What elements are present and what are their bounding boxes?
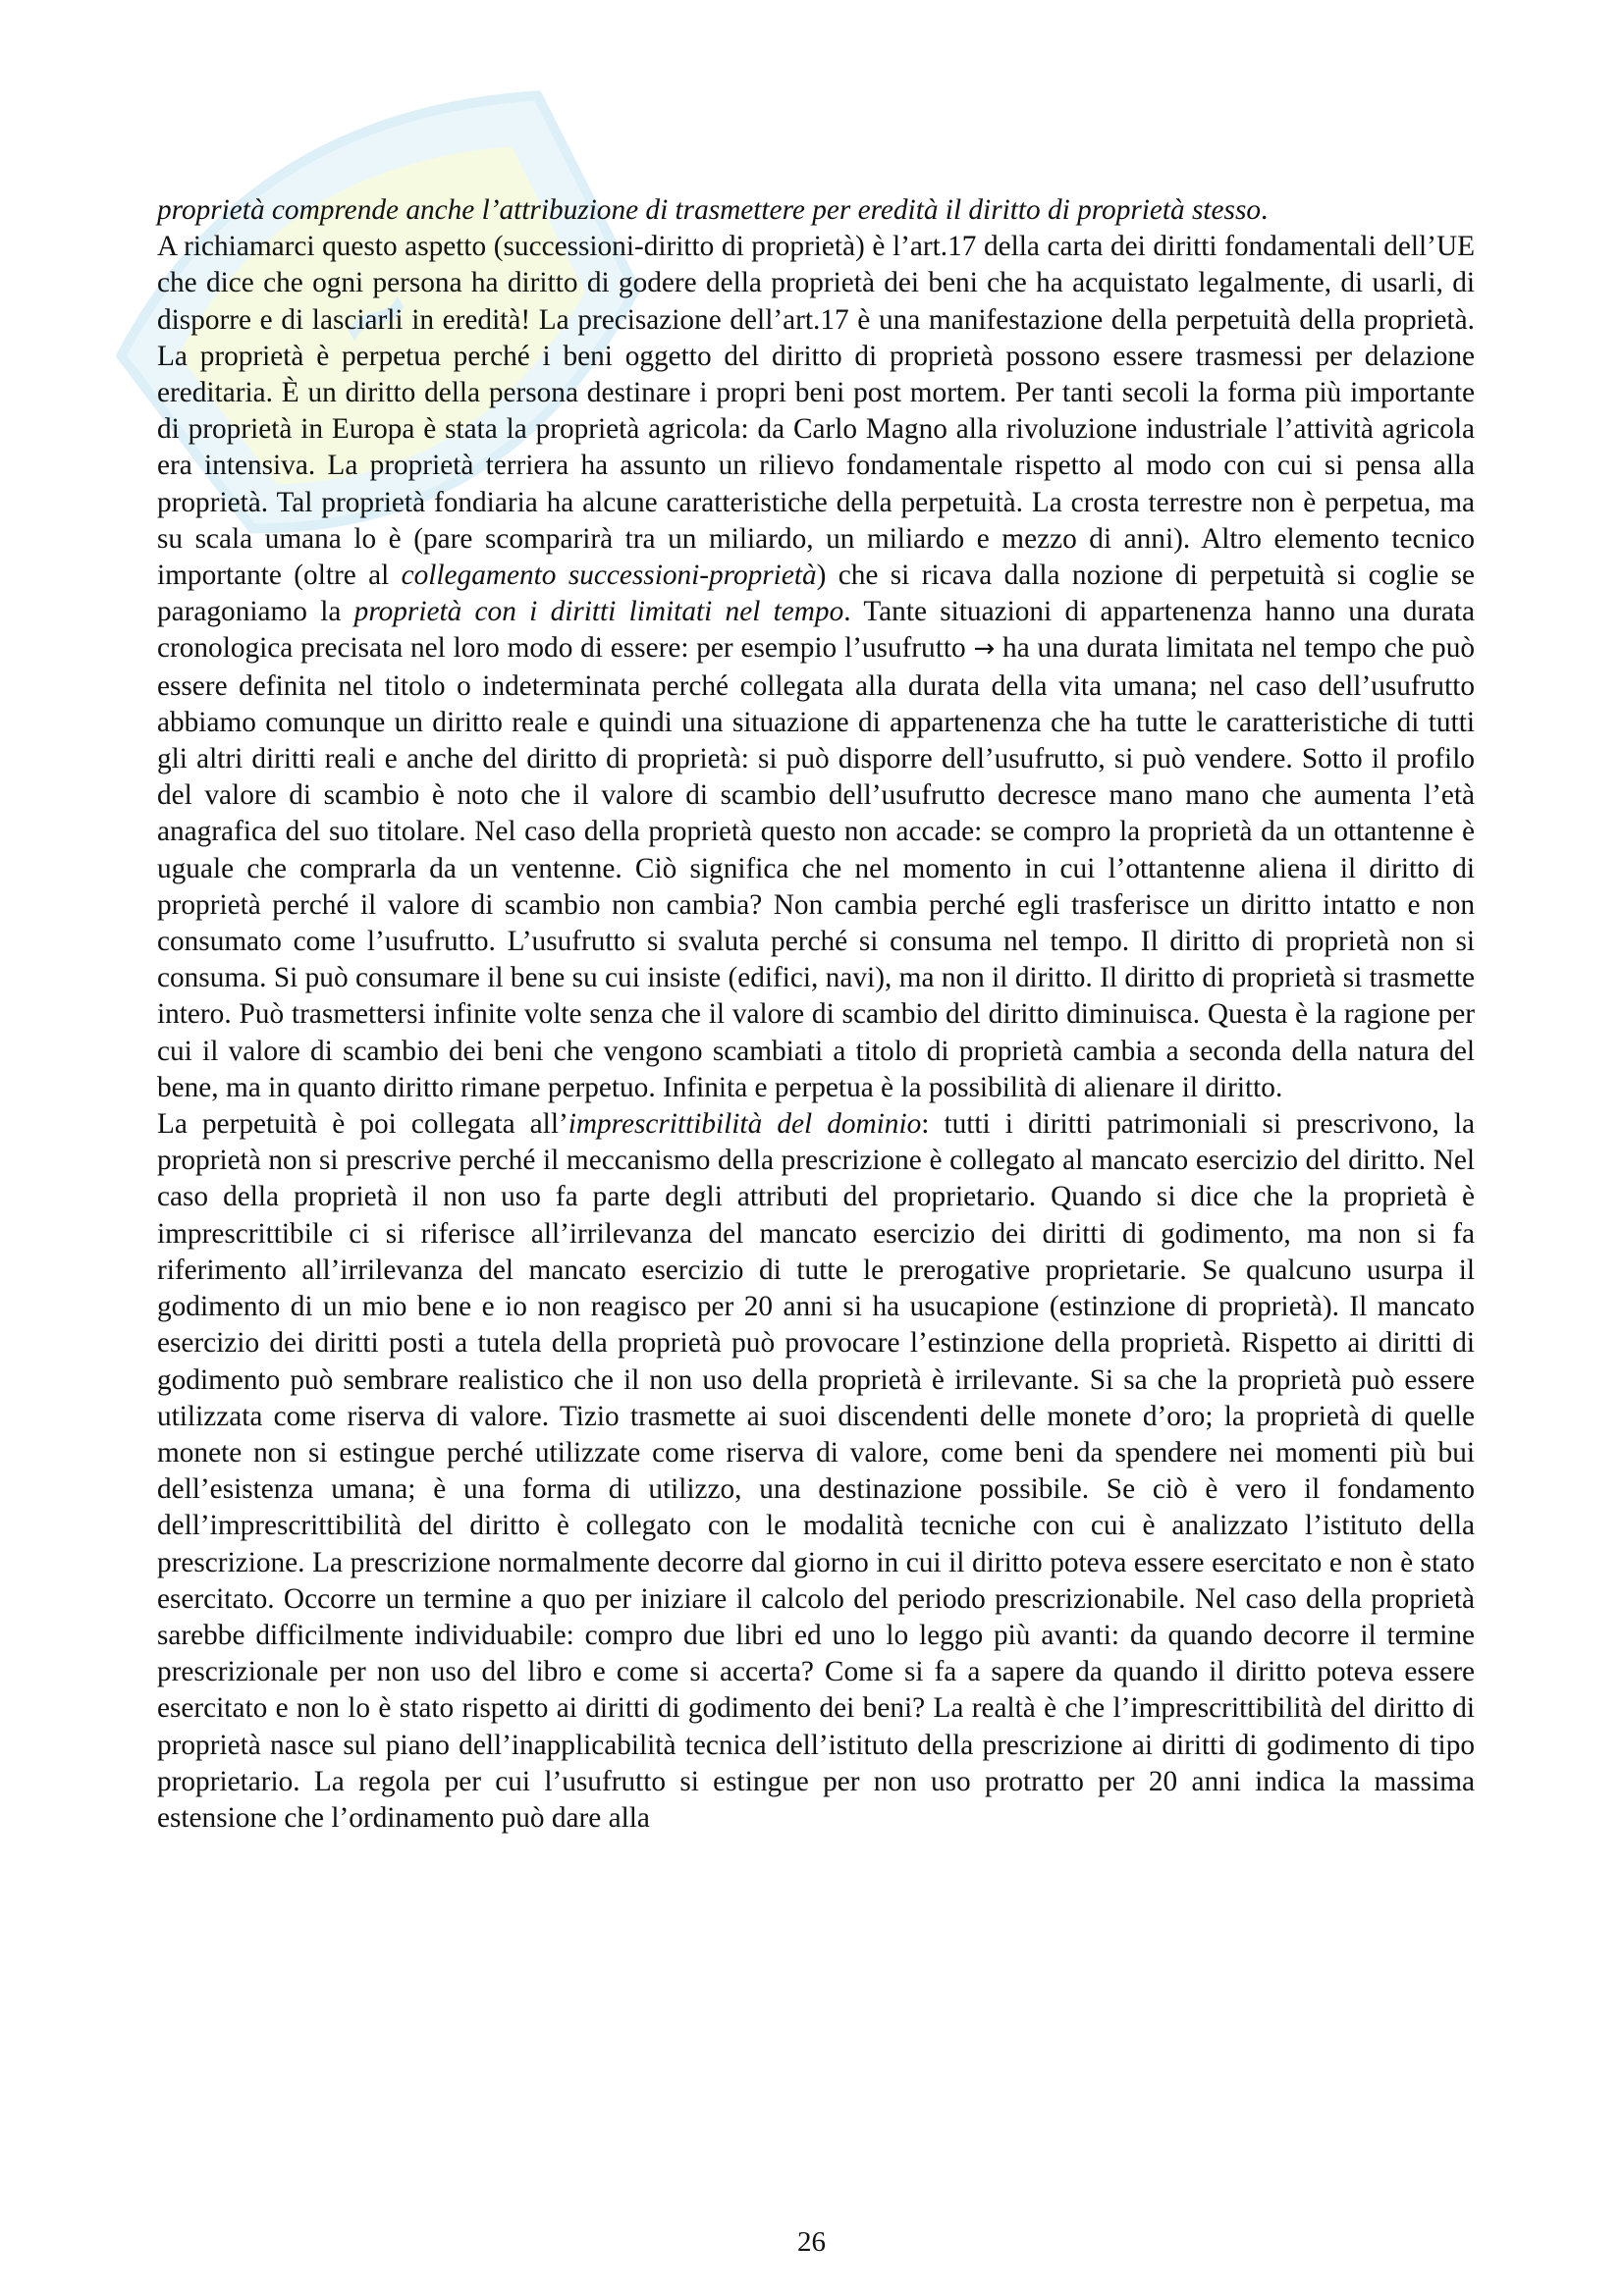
- italic-text: imprescrittibilità del dominio: [568, 1108, 922, 1141]
- text-run: ha una durata limitata nel tempo che può essere definita nel titolo o indeterminata perché collegata alla durata della vita umana; nel caso dell’usufrutto abbiamo comunque un diritto reale e quindi una situazione di appartenenza che ha tutte le caratteristiche di tutti gli altri diritti reali e anche del diritto di proprietà: si può disporre dell’usufrutto, si può vendere. Sotto il profilo del valore di scambio è noto che il valore di scambio dell’usufrutto decresce mano mano che aumenta l’età anagrafica del suo titolare. Nel caso della proprietà questo non accade: se compro la proprietà da un ottantenne è uguale che comprarla da un ventenne. Ciò significa che nel momento in cui l’ottantenne aliena il diritto di proprietà perché il valore di scambio non cambia? Non cambia perché egli trasferisce un diritto intatto e non consumato come l’usufrutto. L’usufrutto si svaluta perché si consuma nel tempo. Il diritto di proprietà non si consuma. Si può consumare il bene su cui insiste (edifici, navi), ma non il diritto. Il diritto di proprietà si trasmette intero. Può trasmettersi infinite volte senza che il valore di scambio del diritto diminuisca. Questa è la ragione per cui il valore di scambio dei beni che vengono scambiati a titolo di proprietà cambia a seconda della natura del bene, ma in quanto diritto rimane perpetuo. Infinita e perpetua è la possibilità di alienare il diritto.: [157, 632, 1475, 1103]
- text-run: . Tante situazioni di appartenenza hanno una durata cronologica precisata nel loro modo di essere: per esempio l’usufrutto: [157, 596, 1476, 665]
- italic-text: proprietà con i diritti limitati nel tempo: [353, 596, 844, 628]
- text-run: A richiamarci questo aspetto (successioni-diritto di proprietà) è l’art.17 della carta dei diritti fondamentali dell’UE che dice che ogni persona ha diritto di godere della proprietà dei beni che ha acquistato legalmente, di usarli, di disporre e di lasciarli in eredità! La precisazione dell’art.17 è una manifestazione della perpetuità della proprietà. La proprietà è perpetua perché i beni oggetto del diritto di proprietà possono essere trasmessi per delazione ereditaria. È un diritto della persona destinare i propri beni post mortem. Per tanti secoli la forma più importante di proprietà in Europa è stata la proprietà agricola: da Carlo Magno alla rivoluzione industriale l’attività agricola era intensiva. La proprietà terriera ha assunto un rilievo fondamentale rispetto al modo con cui si pensa alla proprietà. Tal proprietà fondiaria ha alcune caratteristiche della perpetuità. La crosta terrestre non è perpetua, ma su scala umana lo è (pare scomparirà tra un miliardo, un miliardo e mezzo di anni). Altro elemento tecnico importante (oltre al: [157, 231, 1475, 592]
- paragraph: [157, 1106, 1475, 1837]
- document-body: [157, 192, 1475, 1837]
- text-run: ) che si ricava dalla nozione di perpetuità si coglie se paragoniamo la: [157, 560, 1475, 628]
- text-run: : tutti i diritti patrimoniali si prescrivono, la proprietà non si prescrive perché il meccanismo della prescrizione è collegato al mancato esercizio del diritto. Nel caso della proprietà il non uso fa parte degli attributi del proprietario. Quando si dice che la proprietà è imprescrittibile ci si riferisce all’irrilevanza del mancato esercizio dei diritti di godimento, ma non si fa riferimento all’irrilevanza del mancato esercizio di tutte le prerogative proprietarie. Se qualcuno usurpa il godimento di un mio bene e io non reagisco per 20 anni si ha usucapione (estinzione di proprietà). Il mancato esercizio dei diritti posti a tutela della proprietà può provocare l’estinzione della proprietà. Rispetto ai diritti di godimento può sembrare realistico che il non uso della proprietà è irrilevante. Si sa che la proprietà può essere utilizzata come riserva di valore. Tizio trasmette ai suoi discendenti delle monete d’oro; la proprietà di quelle monete non si estingue perché utilizzate come riserva di valore, come beni da spendere nei momenti più bui dell’esistenza umana; è una forma di utilizzo, una destinazione possibile. Se ciò è vero il fondamento dell’imprescrittibilità del diritto è collegato con le modalità tecniche con cui è analizzato l’istituto della prescrizione. La prescrizione normalmente decorre dal giorno in cui il diritto poteva essere esercitato e non è stato esercitato. Occorre un termine a quo per iniziare il calcolo del periodo prescrizionabile. Nel caso della proprietà sarebbe difficilmente individuabile: compro due libri ed uno lo leggo più avanti: da quando decorre il termine prescrizionale per non uso del libro e come si accerta? Come si fa a sapere da quando il diritto poteva essere esercitato e non lo è stato rispetto ai diritti di godimento dei beni? La realtà è che l’imprescrittibilità del diritto di proprietà nasce sul piano dell’inapplicabilità tecnica dell’istituto della prescrizione ai diritti di godimento di tipo proprietario. La regola per cui l’usufrutto si estingue per non uso protratto per 20 anni indica la massima estensione che l’ordinamento può dare alla: [157, 1108, 1476, 1834]
- watermark-text-shape: ~: [310, 243, 440, 392]
- italic-text: collegamento successioni-proprietà: [401, 560, 817, 592]
- paragraph: [157, 192, 1475, 229]
- page-number: 26: [797, 2226, 826, 2258]
- arrow-icon: →: [973, 634, 996, 665]
- paragraph: [157, 229, 1475, 1106]
- text-run: .: [1261, 194, 1269, 226]
- italic-text: proprietà comprende anche l’attribuzione di trasmettere per eredità il diritto di proprietà stesso: [157, 194, 1262, 226]
- text-run: La perpetuità è poi collegata all’: [157, 1108, 568, 1141]
